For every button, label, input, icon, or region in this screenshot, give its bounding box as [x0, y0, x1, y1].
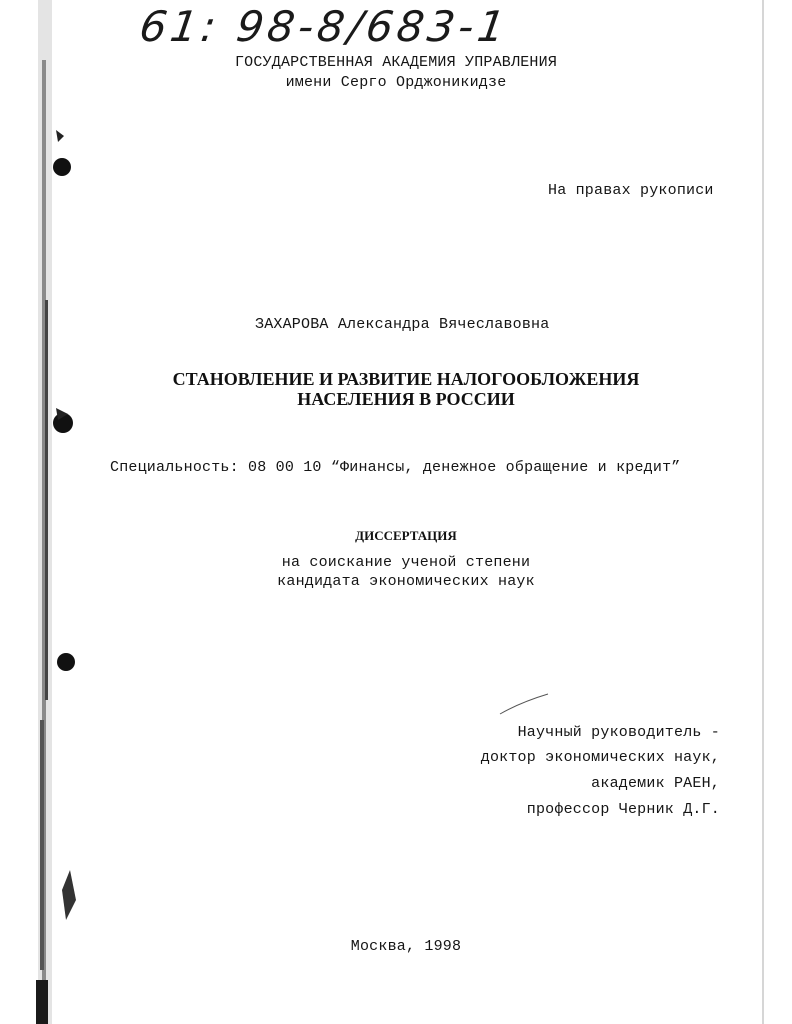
dissertation-title-line2: НАСЕЛЕНИЯ В РОССИИ	[297, 389, 515, 409]
pen-stroke	[498, 692, 550, 716]
binding-tear-3	[62, 870, 76, 920]
dissertation-title-line1: СТАНОВЛЕНИЕ И РАЗВИТИЕ НАЛОГООБЛОЖЕНИЯ	[172, 369, 640, 389]
supervisor-role: Научный руководитель -	[517, 724, 720, 741]
binding-block-bottom	[36, 980, 48, 1024]
binding-tear-1	[56, 130, 64, 142]
degree-line2: кандидата экономических наук	[277, 573, 535, 590]
binding-line-dark	[45, 300, 48, 700]
institution-name: ГОСУДАРСТВЕННАЯ АКАДЕМИЯ УПРАВЛЕНИЯ	[234, 54, 558, 71]
binding-hole-1	[53, 158, 71, 176]
supervisor-degree: доктор экономических наук,	[480, 749, 720, 766]
institution-subtitle: имени Серго Орджоникидзе	[285, 74, 507, 91]
right-page-edge	[762, 0, 764, 1024]
rights-note: На правах рукописи	[548, 182, 714, 199]
handwritten-archive-number: 61: 98-8/683-1	[136, 2, 512, 51]
speciality-line: Специальность: 08 00 10 “Финансы, денежное обращение и кредит”	[110, 459, 681, 476]
author-name: ЗАХАРОВА Александра Вячеславовна	[255, 316, 550, 333]
degree-line1: на соискание ученой степени	[281, 554, 531, 571]
binding-hole-3	[57, 653, 75, 671]
binding-edge-scan	[0, 0, 80, 1024]
supervisor-title: академик РАЕН,	[591, 775, 720, 792]
binding-line-lower	[40, 720, 44, 970]
supervisor-name: профессор Черник Д.Г.	[526, 801, 720, 818]
document-type: ДИССЕРТАЦИЯ	[355, 528, 457, 543]
place-and-year: Москва, 1998	[350, 938, 462, 955]
